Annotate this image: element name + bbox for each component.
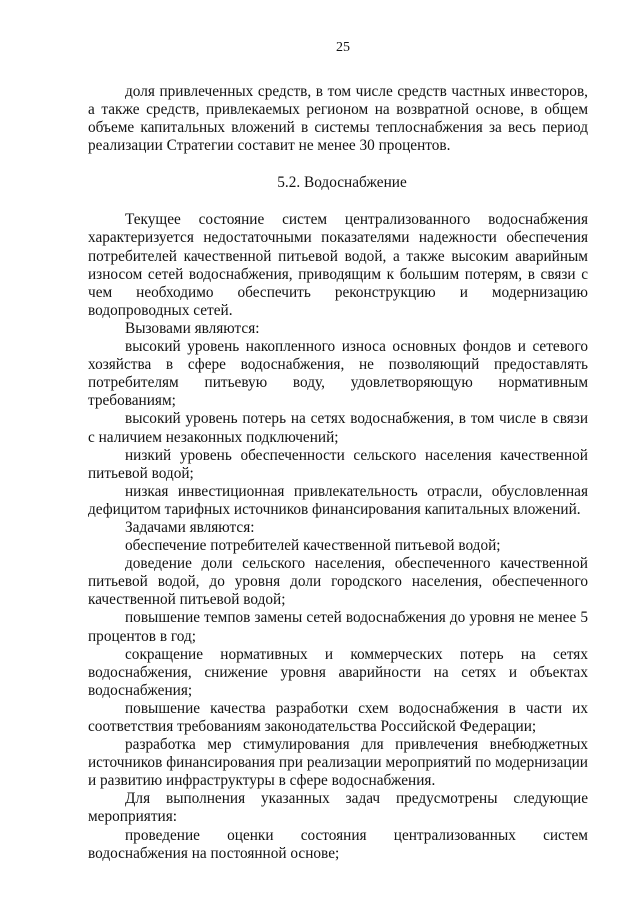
page-number: 25 <box>336 40 350 55</box>
paragraph-challenges-intro: Вызовами являются: <box>125 319 260 337</box>
paragraph-task-replacement-rate: повышение темпов замены сетей водоснабжения до уровня не менее 5 процентов в год; <box>88 609 588 645</box>
paragraph-task-quality-water: обеспечение потребителей качественной питьевой водой; <box>125 537 501 555</box>
paragraph-challenge-rural: низкий уровень обеспеченности сельского населения качественной питьевой водой; <box>88 446 588 482</box>
paragraph-tasks-intro: Задачами являются: <box>125 518 255 536</box>
paragraph-investment-share: доля привлеченных средств, в том числе средств частных инвесторов, а также средств, привлекаемых регионом на возвратной основе, в общем объеме капитальных вложений в системы теплоснабжения за весь период реализации Стратегии составит не менее 30 процентов. <box>88 83 588 155</box>
paragraph-measure-assessment: проведение оценки состояния централизованных систем водоснабжения на постоянной основе; <box>88 826 588 862</box>
paragraph-challenge-losses: высокий уровень потерь на сетях водоснабжения, в том числе в связи с наличием незаконных подключений; <box>88 410 588 446</box>
paragraph-task-reduce-losses: сокращение нормативных и коммерческих потерь на сетях водоснабжения, снижение уровня аварийности на сетях и объектах водоснабжения; <box>88 645 588 699</box>
paragraph-challenge-wear: высокий уровень накопленного износа основных фондов и сетевого хозяйства в сфере водоснабжения, не позволяющий предоставлять потребителям питьевую воду, удовлетворяющую нормативным требованиям; <box>88 338 588 410</box>
paragraph-measures-intro: Для выполнения указанных задач предусмотрены следующие мероприятия: <box>88 790 588 826</box>
section-heading: 5.2. Водоснабжение <box>277 174 407 192</box>
paragraph-task-incentives: разработка мер стимулирования для привлечения внебюджетных источников финансирования при реализации мероприятий по модернизации и развитию инфраструктуры в сфере водоснабжения. <box>88 736 588 790</box>
paragraph-task-scheme-quality: повышение качества разработки схем водоснабжения в части их соответствия требованиям законодательства Российской Федерации; <box>88 699 588 735</box>
paragraph-task-rural-share: доведение доли сельского населения, обеспеченного качественной питьевой водой, до уровня доли городского населения, обеспеченного качественной питьевой водой; <box>88 555 588 609</box>
paragraph-current-state: Текущее состояние систем централизованного водоснабжения характеризуется недостаточными показателями надежности обеспечения потребителей качественной питьевой водой, а также высоким аварийным износом сетей водоснабжения, приводящим к большим потерям, в связи с чем необходимо обеспечить реконструкцию и модернизацию водопроводных сетей. <box>88 211 588 319</box>
paragraph-challenge-investment: низкая инвестиционная привлекательность отрасли, обусловленная дефицитом тарифных источников финансирования капитальных вложений. <box>88 482 588 518</box>
